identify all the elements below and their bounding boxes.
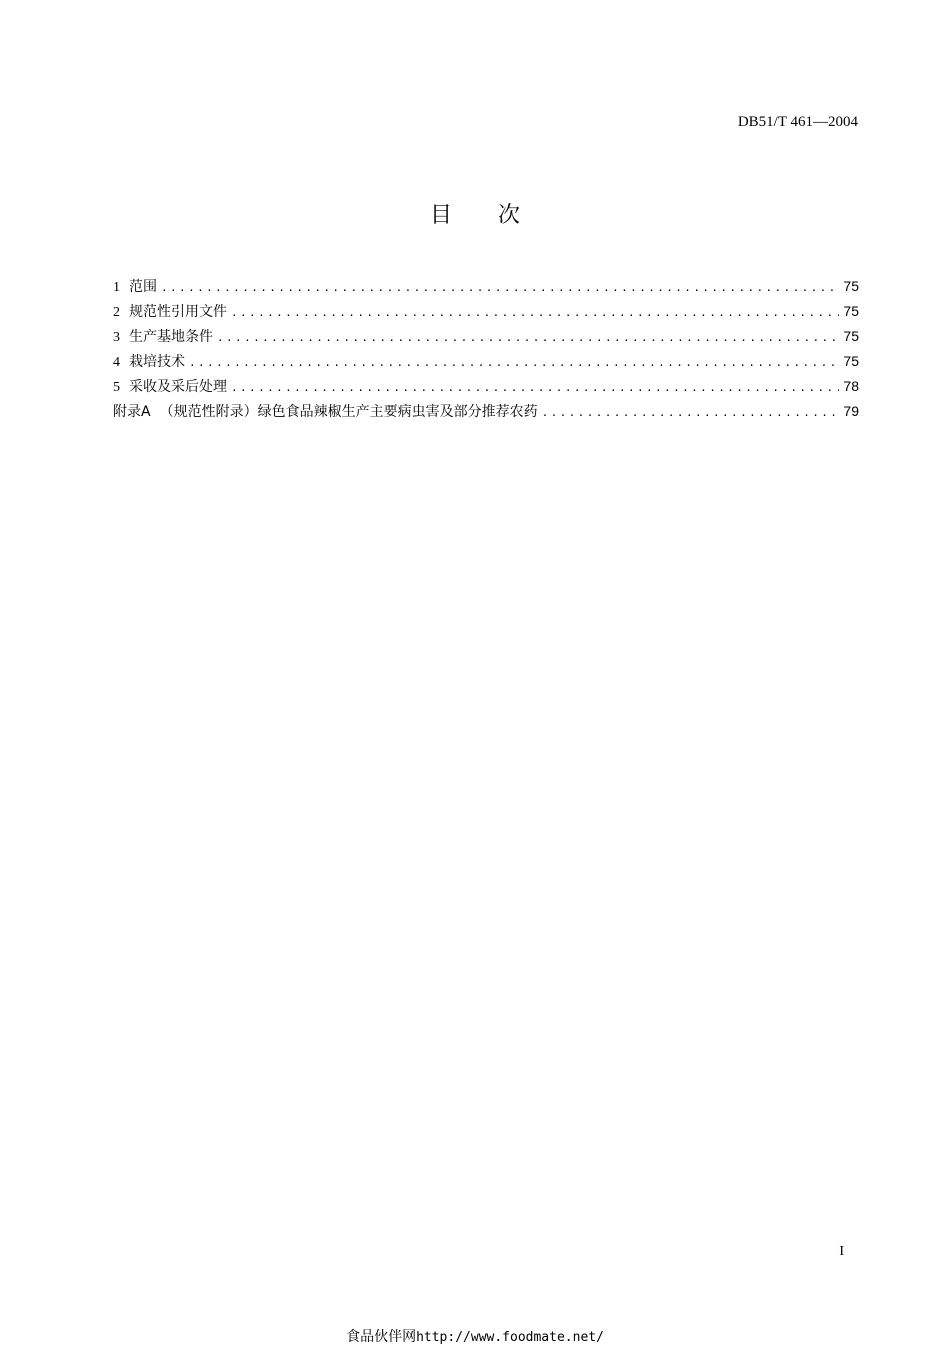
toc-entry-page: 75 [843, 303, 859, 319]
toc-entry-number: 附录A [113, 404, 151, 420]
toc-entry[interactable] [113, 276, 859, 301]
toc-entry-label: （规范性附录）绿色食品辣椒生产主要病虫害及部分推荐农药 [159, 404, 538, 420]
dot-leader [231, 381, 839, 394]
toc-entry-appendix[interactable] [113, 401, 859, 426]
toc-entry-label: 生产基地条件 [129, 329, 213, 345]
toc-entry[interactable] [113, 326, 859, 351]
toc-entry-label: 采收及采后处理 [129, 379, 227, 395]
table-of-contents [113, 276, 859, 426]
toc-entry[interactable] [113, 351, 859, 376]
toc-entry-label: 栽培技术 [129, 354, 185, 370]
toc-entry-page: 79 [843, 403, 859, 419]
toc-entry-number: 4 [113, 355, 120, 370]
toc-entry-label: 规范性引用文件 [129, 304, 227, 320]
footer-watermark [0, 1326, 950, 1346]
toc-title: 目次 [429, 203, 566, 228]
toc-entry-page: 75 [843, 328, 859, 344]
toc-entry-number: 5 [113, 380, 120, 395]
toc-entry-page: 75 [843, 353, 859, 369]
document-code: DB51/T 461—2004 [737, 114, 858, 130]
footer-url[interactable]: http://www.foodmate.net/ [416, 1330, 604, 1345]
toc-entry[interactable] [113, 301, 859, 326]
toc-entry-number: 1 [113, 280, 120, 295]
toc-entry-number: 3 [113, 330, 120, 345]
dot-leader [231, 306, 839, 319]
toc-entry-page: 78 [843, 378, 859, 394]
dot-leader [189, 356, 839, 369]
footer-site-name: 食品伙伴网 [346, 1329, 417, 1345]
dot-leader [161, 281, 839, 294]
toc-entry-number: 2 [113, 305, 120, 320]
toc-entry[interactable] [113, 376, 859, 401]
dot-leader [542, 406, 840, 419]
dot-leader [217, 331, 839, 344]
toc-entry-label: 范围 [129, 279, 157, 295]
page-number: I [839, 1244, 844, 1259]
toc-entry-page: 75 [843, 278, 859, 294]
